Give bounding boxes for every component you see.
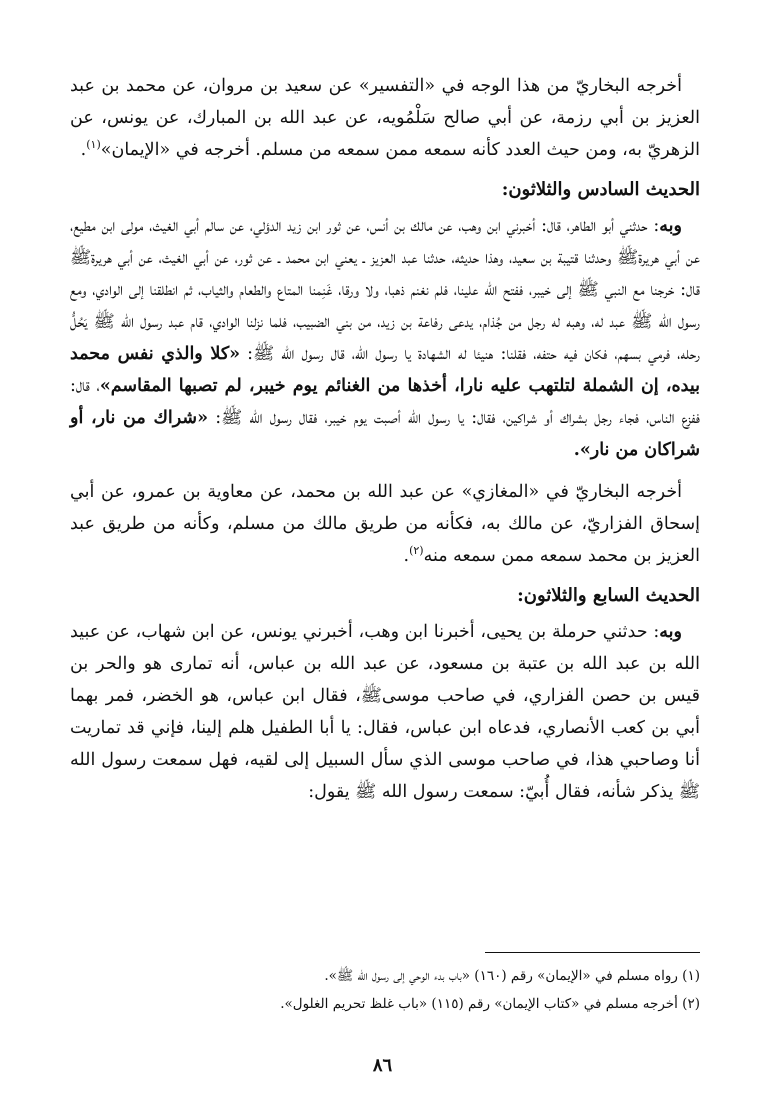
hadith-37-paragraph: وبه: حدثني حرملة بن يحيى، أخبرنا ابن وهب، أخبرني يونس، عن ابن شهاب، عن عبيد الله بن عبد الله بن عتبة بن مسعود، عن عبد الله بن عباس، أنه تمارى هو والحر بن قيس بن حصن الفزاري، في صاحب موسىﷺ، فقال ابن عباس، هو الخضر، فمر بهما أبي بن كعب الأنصاري، فدعاه ابن عباس، فقال: يا أبا الطفيل هلم إلينا، فإني قد تماريت أنا وصاحبي هذا، في صاحب موسى الذي سأل السبيل إلى لقيه، فهل سمعت رسول الله ﷺ يذكر شأنه، فقال أُبيّ: سمعت رسول الله ﷺ يقول: (70, 622, 700, 802)
hadith-37-lead: وبه (659, 622, 682, 642)
mid-paragraph: أخرجه البخاريّ في «المغازي» عن عبد الله بن محمد، عن معاوية بن عمرو، عن أبي إسحاق الفزاريّ، عن مالك به، فكأنه من طريق مالك من مسلم، وكأنه من طريق عبد العزيز بن محمد سمعه ممن سمعه منه$^{(٢)}$. (70, 482, 700, 566)
page-number: ٨٦ (372, 1055, 393, 1076)
footnote-marker-2: (٢) (409, 544, 424, 558)
footnote-2: (٢) أخرجه مسلم في «كتاب الإيمان» رقم (١١٥) «باب غلظ تحريم الغلول». (280, 996, 700, 1012)
footnote-marker-1: (١) (86, 138, 101, 152)
heading-hadith-37: الحديث السابع والثلاثون: (517, 585, 700, 606)
hadith-36-quote-2: «شراك من نار، أو شراكان من نار». (70, 408, 700, 460)
intro-paragraph: أخرجه البخاريّ من هذا الوجه في «التفسير» عن سعيد بن مروان، عن محمد بن عبد العزيز بن أبي رزمة، عن أبي صالح سَلْمُويه، عن عبد الله بن المبارك، عن يونس، عن الزهريّ به، ومن حيث العدد كأنه سمعه ممن سمعه من مسلم. أخرجه في «الإيمان»$^{(١)}$. (70, 76, 700, 160)
page-body (70, 70, 700, 808)
footnotes (70, 962, 700, 1018)
heading-hadith-36: الحديث السادس والثلاثون: (501, 179, 700, 200)
hadith-36-quote-1: «كلا والذي نفس محمد بيده، إن الشملة لتلتهب عليه نارا، أخذها من الغنائم يوم خيبر، لم تصبها المقاسم» (70, 344, 700, 396)
hadith-36-lead: وبه (659, 216, 682, 236)
hadith-36-paragraph: وبه: حدثني أبو الطاهر، قال: أخبرني ابن وهب، عن مالك بن أنس، عن ثور ابن زيد الدؤلي، عن سالم أبي الغيث، مولى ابن مطيع، عن أبي هريرةﷺ وحدثنا قتيبة بن سعيد، وهذا حديثه، حدثنا عبد العزيز ـ يعني ابن محمد ـ عن ثور، عن أبي الغيث، عن أبي هريرةﷺ قال: خرجنا مع النبي ﷺ إلى خيبر، ففتح الله علينا، فلم نغنم ذهبا، ولا ورقا، غَنِمنا المتاع والطعام والثياب، ثم انطلقنا إلى الوادي، ومع رسول الله ﷺ عبد له، وهبه له رجل من جُذام، يدعى رفاعة بن زيد، من بني الضبيب، فلما نزلنا الوادي، قام عبد رسول الله ﷺ يَحُلُّ رحله، فرمي بسهم، فكان فيه حتفه، فقلنا: هنيئا له الشهادة يا رسول الله، قال رسول الله ﷺ: «كلا والذي نفس محمد بيده، إن الشملة لتلتهب عليه نارا، أخذها من الغنائم يوم خيبر، لم تصبها المقاسم»، قال: ففزع الناس، فجاء رجل بشراك أو شراكين، فقال: يا رسول الله أصبت يوم خيبر، فقال رسول الله ﷺ: «شراك من نار، أو شراكان من نار». (70, 216, 700, 460)
footnote-1: (١) رواه مسلم في «الإيمان» رقم (١٦٠) «باب بدء الوحي إلى رسول الله ﷺ». (324, 968, 700, 984)
footnote-separator (485, 952, 700, 953)
